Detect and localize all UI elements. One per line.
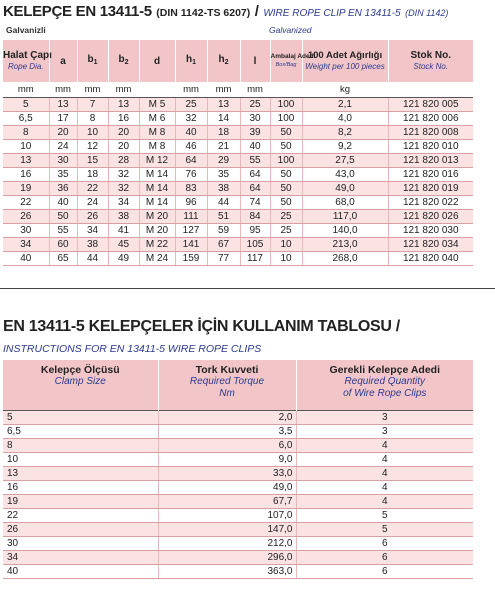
table-cell: 13	[207, 98, 240, 112]
table-cell: 29	[207, 154, 240, 168]
title-tr: KELEPÇE EN 13411-5	[3, 3, 152, 20]
section2-title: EN 13411-5 KELEPÇELER İÇİN KULLANIM TABLOSU /	[3, 318, 400, 335]
header-torque: Tork Kuvveti Required Torque Nm	[158, 360, 296, 410]
table-cell: 64	[240, 182, 270, 196]
table-cell: 26	[3, 210, 49, 224]
table-cell: 32	[175, 112, 207, 126]
table-cell: 141	[175, 238, 207, 252]
table-cell: 121 820 006	[388, 112, 473, 126]
table-cell: M 6	[139, 112, 175, 126]
usage-table	[3, 360, 473, 579]
table-cell: 51	[207, 210, 240, 224]
usage-row	[3, 550, 473, 564]
table-cell: 44	[77, 252, 108, 266]
table-cell: 25	[270, 224, 302, 238]
table-cell: 121 820 030	[388, 224, 473, 238]
column-header: $b_2$	[108, 40, 139, 82]
table-cell: 38	[207, 182, 240, 196]
table-row	[3, 98, 473, 112]
table-cell: 10	[77, 126, 108, 140]
unit-cell	[270, 82, 302, 98]
title-en-din: (DIN 1142)	[405, 8, 449, 18]
usage-cell: 16	[3, 480, 158, 494]
table-cell: 55	[49, 224, 77, 238]
usage-cell: 4	[296, 438, 473, 452]
usage-cell: 4	[296, 494, 473, 508]
table-cell: 12	[77, 140, 108, 154]
usage-row	[3, 508, 473, 522]
table-cell: 14	[207, 112, 240, 126]
table-cell: 121 820 005	[388, 98, 473, 112]
table-cell: 20	[108, 126, 139, 140]
table-cell: 22	[77, 182, 108, 196]
table-cell: 121 820 008	[388, 126, 473, 140]
table-cell: 35	[49, 168, 77, 182]
unit-cell: kg	[302, 82, 388, 98]
usage-cell: 33,0	[158, 466, 296, 480]
usage-cell: 363,0	[158, 564, 296, 578]
table-cell: 77	[207, 252, 240, 266]
table-cell: 9,2	[302, 140, 388, 154]
unit-cell: mm	[207, 82, 240, 98]
table-row	[3, 182, 473, 196]
table-cell: 25	[240, 98, 270, 112]
table-cell: 213,0	[302, 238, 388, 252]
table-cell: 50	[270, 126, 302, 140]
table-cell: 39	[240, 126, 270, 140]
table-cell: 46	[175, 140, 207, 154]
table-cell: 49	[108, 252, 139, 266]
table-cell: 60	[49, 238, 77, 252]
unit-cell	[139, 82, 175, 98]
usage-cell: 67,7	[158, 494, 296, 508]
usage-cell: 4	[296, 466, 473, 480]
usage-cell: 40	[3, 564, 158, 578]
table-cell: 6,5	[3, 112, 49, 126]
table-cell: 50	[270, 168, 302, 182]
usage-cell: 26	[3, 522, 158, 536]
table-cell: M 8	[139, 126, 175, 140]
table-cell: 44	[207, 196, 240, 210]
section2-subtitle: INSTRUCTIONS FOR EN 13411-5 WIRE ROPE CLIPS	[3, 343, 262, 355]
table-cell: 5	[3, 98, 49, 112]
column-header: Stok No. Stock No.	[388, 40, 473, 82]
table-cell: 27,5	[302, 154, 388, 168]
table-cell: 24	[49, 140, 77, 154]
table-cell: 17	[49, 112, 77, 126]
usage-cell: 8	[3, 438, 158, 452]
unit-cell: mm	[108, 82, 139, 98]
table-cell: 24	[77, 196, 108, 210]
table-cell: 19	[3, 182, 49, 196]
unit-cell: mm	[3, 82, 49, 98]
table-cell: 34	[3, 238, 49, 252]
table-cell: 32	[108, 168, 139, 182]
table-cell: 117,0	[302, 210, 388, 224]
table-cell: M 12	[139, 154, 175, 168]
table-cell: 32	[108, 182, 139, 196]
usage-cell: 30	[3, 536, 158, 550]
usage-row	[3, 424, 473, 438]
table-cell: 50	[270, 182, 302, 196]
table-header-row	[3, 40, 473, 82]
table-cell: 18	[207, 126, 240, 140]
table-cell: 100	[270, 112, 302, 126]
usage-cell: 4	[296, 480, 473, 494]
usage-header-row	[3, 360, 473, 410]
section-divider	[0, 288, 495, 289]
table-cell: 40	[3, 252, 49, 266]
unit-cell: mm	[49, 82, 77, 98]
table-cell: 8	[77, 112, 108, 126]
column-header: 100 Adet Ağırlığı Weight per 100 pieces	[302, 40, 388, 82]
unit-cell	[388, 82, 473, 98]
table-cell: 7	[77, 98, 108, 112]
usage-cell: 212,0	[158, 536, 296, 550]
usage-cell: 49,0	[158, 480, 296, 494]
table-cell: 34	[77, 224, 108, 238]
usage-row	[3, 536, 473, 550]
usage-cell: 22	[3, 508, 158, 522]
table-cell: 13	[108, 98, 139, 112]
title-en: WIRE ROPE CLIP EN 13411-5	[263, 8, 401, 19]
usage-cell: 3	[296, 410, 473, 424]
table-cell: M 8	[139, 140, 175, 154]
table-cell: 30	[49, 154, 77, 168]
table-cell: 28	[108, 154, 139, 168]
unit-cell: mm	[77, 82, 108, 98]
table-cell: 40	[49, 196, 77, 210]
column-header: $h_2$	[207, 40, 240, 82]
table-body	[3, 98, 473, 266]
table-cell: 10	[3, 140, 49, 154]
table-cell: 30	[240, 112, 270, 126]
usage-row	[3, 494, 473, 508]
usage-cell: 2,0	[158, 410, 296, 424]
table-cell: 55	[240, 154, 270, 168]
usage-row	[3, 438, 473, 452]
table-cell: M 20	[139, 210, 175, 224]
usage-cell: 5	[296, 508, 473, 522]
table-cell: 121 820 040	[388, 252, 473, 266]
table-cell: 16	[108, 112, 139, 126]
table-row	[3, 140, 473, 154]
usage-cell: 5	[296, 522, 473, 536]
usage-row	[3, 480, 473, 494]
usage-cell: 6	[296, 536, 473, 550]
table-row	[3, 112, 473, 126]
table-cell: 64	[240, 168, 270, 182]
usage-cell: 19	[3, 494, 158, 508]
usage-cell: 3,5	[158, 424, 296, 438]
table-cell: 121 820 034	[388, 238, 473, 252]
table-cell: 16	[3, 168, 49, 182]
table-cell: 36	[49, 182, 77, 196]
table-cell: 25	[270, 210, 302, 224]
table-cell: 95	[240, 224, 270, 238]
table-cell: M 22	[139, 238, 175, 252]
table-cell: 50	[49, 210, 77, 224]
table-row	[3, 252, 473, 266]
table-row	[3, 196, 473, 210]
usage-cell: 147,0	[158, 522, 296, 536]
table-cell: 50	[270, 140, 302, 154]
table-cell: 65	[49, 252, 77, 266]
section1-title	[3, 3, 473, 21]
table-cell: 268,0	[302, 252, 388, 266]
table-cell: 127	[175, 224, 207, 238]
table-cell: 40	[240, 140, 270, 154]
table-cell: 4,0	[302, 112, 388, 126]
subtitle-en: Galvanized	[269, 25, 312, 35]
table-cell: 121 820 022	[388, 196, 473, 210]
usage-cell: 4	[296, 452, 473, 466]
table-cell: 140,0	[302, 224, 388, 238]
table-row	[3, 210, 473, 224]
column-header: l	[240, 40, 270, 82]
table-cell: 49,0	[302, 182, 388, 196]
table-cell: M 14	[139, 182, 175, 196]
table-cell: 35	[207, 168, 240, 182]
table-cell: 10	[270, 252, 302, 266]
table-cell: 59	[207, 224, 240, 238]
usage-row	[3, 452, 473, 466]
column-header: Ambalaj Adedi Box/Bag	[270, 40, 302, 82]
usage-cell: 34	[3, 550, 158, 564]
table-cell: 76	[175, 168, 207, 182]
column-header: $b_1$	[77, 40, 108, 82]
table-cell: 84	[240, 210, 270, 224]
header-clamp-size: Kelepçe Ölçüsü Clamp Size	[3, 360, 158, 410]
header-quantity: Gerekli Kelepçe Adedi Required Quantity of Wire Rope Clips	[296, 360, 473, 410]
usage-cell: 13	[3, 466, 158, 480]
table-cell: 8	[3, 126, 49, 140]
usage-row	[3, 564, 473, 578]
table-cell: 25	[175, 98, 207, 112]
column-header: $h_1$	[175, 40, 207, 82]
table-cell: 41	[108, 224, 139, 238]
table-cell: 45	[108, 238, 139, 252]
table-cell: 121 820 016	[388, 168, 473, 182]
table-row	[3, 154, 473, 168]
column-header: Halat Çapı Rope Dia.	[3, 40, 49, 82]
table-row	[3, 238, 473, 252]
table-cell: 22	[3, 196, 49, 210]
table-cell: 13	[3, 154, 49, 168]
table-cell: 67	[207, 238, 240, 252]
usage-cell: 10	[3, 452, 158, 466]
table-cell: 121 820 013	[388, 154, 473, 168]
table-cell: M 14	[139, 168, 175, 182]
table-cell: 105	[240, 238, 270, 252]
table-cell: 50	[270, 196, 302, 210]
usage-table-body	[3, 410, 473, 578]
table-cell: 2,1	[302, 98, 388, 112]
title-separator: /	[254, 3, 259, 20]
usage-cell: 6,0	[158, 438, 296, 452]
table-cell: 21	[207, 140, 240, 154]
table-cell: 111	[175, 210, 207, 224]
usage-cell: 6,5	[3, 424, 158, 438]
table-row	[3, 224, 473, 238]
table-cell: 117	[240, 252, 270, 266]
table-cell: 74	[240, 196, 270, 210]
table-cell: 20	[49, 126, 77, 140]
column-header: d	[139, 40, 175, 82]
usage-cell: 6	[296, 564, 473, 578]
unit-cell: mm	[240, 82, 270, 98]
usage-row	[3, 466, 473, 480]
subtitle-tr: Galvanizli	[6, 25, 46, 35]
table-cell: 38	[108, 210, 139, 224]
table-cell: M 24	[139, 252, 175, 266]
table-cell: 96	[175, 196, 207, 210]
table-cell: 30	[3, 224, 49, 238]
table-cell: 121 820 019	[388, 182, 473, 196]
wire-rope-clip-table	[3, 40, 473, 266]
table-cell: 100	[270, 98, 302, 112]
table-cell: 18	[77, 168, 108, 182]
table-cell: 121 820 026	[388, 210, 473, 224]
usage-cell: 6	[296, 550, 473, 564]
usage-cell: 107,0	[158, 508, 296, 522]
usage-row	[3, 410, 473, 424]
column-header: a	[49, 40, 77, 82]
table-cell: 20	[108, 140, 139, 154]
table-cell: 159	[175, 252, 207, 266]
table-cell: 34	[108, 196, 139, 210]
unit-cell: mm	[175, 82, 207, 98]
usage-cell: 296,0	[158, 550, 296, 564]
table-cell: 38	[77, 238, 108, 252]
table-cell: 10	[270, 238, 302, 252]
table-cell: 121 820 010	[388, 140, 473, 154]
table-cell: 83	[175, 182, 207, 196]
table-units-row	[3, 82, 473, 98]
table-cell: 15	[77, 154, 108, 168]
table-cell: 8,2	[302, 126, 388, 140]
usage-cell: 5	[3, 410, 158, 424]
title-din: (DIN 1142-TS 6207)	[156, 7, 251, 19]
table-cell: 40	[175, 126, 207, 140]
table-cell: M 20	[139, 224, 175, 238]
usage-cell: 3	[296, 424, 473, 438]
table-cell: 64	[175, 154, 207, 168]
table-cell: 68,0	[302, 196, 388, 210]
table-cell: 43,0	[302, 168, 388, 182]
usage-row	[3, 522, 473, 536]
table-cell: 100	[270, 154, 302, 168]
usage-cell: 9,0	[158, 452, 296, 466]
table-cell: 26	[77, 210, 108, 224]
table-cell: M 5	[139, 98, 175, 112]
table-row	[3, 126, 473, 140]
table-cell: M 14	[139, 196, 175, 210]
table-row	[3, 168, 473, 182]
table-cell: 13	[49, 98, 77, 112]
